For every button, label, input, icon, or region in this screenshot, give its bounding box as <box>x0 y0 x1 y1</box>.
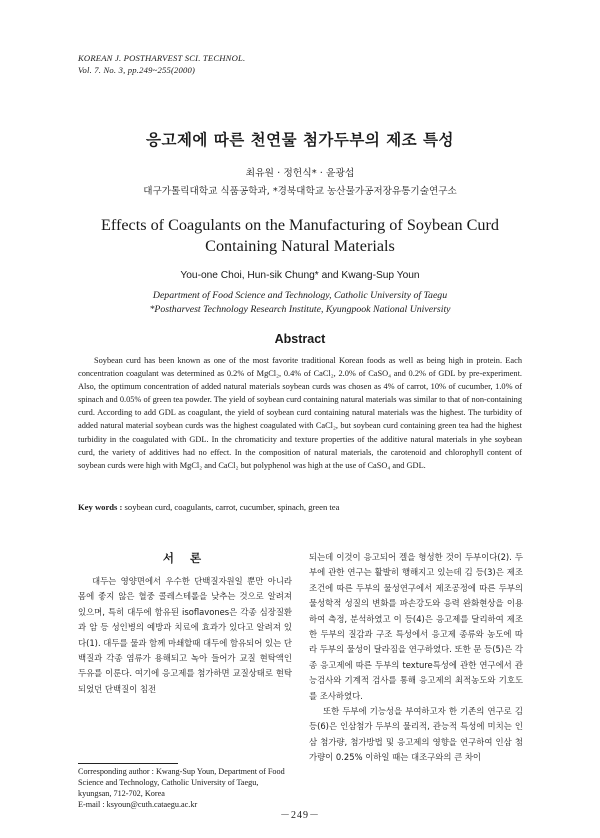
footnote-author: Corresponding author : Kwang-Sup Youn, Department of Food Science and Technology, Catholic University of Taegu, kyungsan, 712-702, Korea <box>78 767 285 799</box>
english-title-line1: Effects of Coagulants on the Manufacturing of Soybean Curd <box>100 216 499 234</box>
intro-paragraph-2: 되는데 이것이 응고되어 겔을 형성한 것이 두부이다(2). 두부에 관한 연구는 활발히 행해지고 있는데 김 등(3)은 제조조건에 따른 두부의 물성연구에서 제조공정에 따른 두부의 물성학적 성질의 변화를 파손강도와 응력 완화현상을 이용하여 측정, 분석하였고 이 등(4)은 응고제를 달리하여 제조한 두부의 질감과 구조 특성에서 응고제 종류와 농도에 따라 두부의 물성이 달라짐을 연구하였다. 또한 문 등(5)은 각종 응고제에 따른 두부의 texture특성에 관한 연구에서 관능검사와 기계적 검사를 통해 응고제의 최적농도와 기호도를 조사하였다. <box>309 552 523 701</box>
english-affiliation <box>0 289 600 316</box>
keywords <box>78 502 522 512</box>
journal-header <box>78 52 245 76</box>
intro-paragraph-1: 대두는 영양면에서 우수한 단백질자원일 뿐만 아니라 몸에 좋지 않은 혈중 콜레스테롤을 낮추는 것으로 알려져 있으며, 특히 대두에 함유된 isoflavones은 각종 심장질환과 암 등 성인병의 예방과 치료에 효과가 있다고 알려져 있다(1). 대두를 물과 함께 마쇄할때 대두에 함유되어 있는 단백질과 각종 염류가 용해되고 녹아 들어가 교질 현탁액인 두유를 이룬다. 여기에 응고제를 첨가하면 교질상태로 현탁되었던 단백질이 침전 <box>78 576 292 694</box>
journal-name: KOREAN J. POSTHARVEST SCI. TECHNOL. <box>78 53 246 63</box>
left-column <box>78 550 292 697</box>
korean-affiliation: 대구가톨릭대학교 식품공학과, *경북대학교 농산물가공저장유통기술연구소 <box>143 186 457 197</box>
intro-paragraph-3: 또한 두부에 기능성을 부여하고자 한 기존의 연구로 김 등(6)은 인삼첨가 두부의 물리적, 관능적 특성에 미치는 인삼 첨가량, 첨가방법 및 응고제의 영향을 연구하여 인삼 첨가량이 0.25% 이하일 때는 대조구와의 큰 차이 <box>309 706 523 763</box>
english-title-line2: Containing Natural Materials <box>205 237 395 255</box>
keywords-label: Key words : <box>78 502 123 512</box>
english-affiliation-line1: Department of Food Science and Technology, Catholic University of Taegu <box>152 290 448 301</box>
abstract-heading: Abstract <box>274 332 326 346</box>
right-column <box>309 550 523 766</box>
english-authors: You-one Choi, Hun-sik Chung* and Kwang-Sup Youn <box>180 270 420 281</box>
footnote-email: E-mail : ksyoun@cuth.cataegu.ac.kr <box>78 800 198 810</box>
english-title <box>0 215 600 257</box>
corresponding-author-footnote <box>78 766 292 810</box>
page-number: －249－ <box>280 810 320 821</box>
section-heading-introduction: 서 론 <box>162 551 208 565</box>
footnote-divider <box>78 763 178 764</box>
journal-volume: Vol. 7. No. 3, pp.249~255(2000) <box>78 65 196 75</box>
korean-title: 응고제에 따른 천연물 첨가두부의 제조 특성 <box>146 131 454 149</box>
abstract-text: Soybean curd has been known as one of the most favorite traditional Korean foods as well as being high in protein. Each concentration coagulant was determined as 0.2% of MgCl₂, 0.4% of CaCl₂, 2.0% of CaSO₄ and 0.2% of GDL by pre-experiment. Also, the optimum concentration of added natural materials soybean curds was chosen as 4% of carrot, 10% of cucumber, 1.0% of spinach and 0.05% of green tea powder. The yield of soybean curd containing natural materials was similar to that of non-containing curd. According to add GDL as coagulant, the yield of soybean curd containing natural materials was the highest. The turbidity of added natural material soybean curds was the highest coagulated with CaCl₂, but soybean curd containing green tea had the highest turbidity in the coagulated with GDL. In the chromaticity and texture properties of the additive natural materials in yhe soybean curd, the variety of additives had no effect. In the composition of natural materials, the carotenoid and chlorophyll content of soybean curds were high with MgCl₂ and CaCl₂ but polyphenol was high at the use of CaSO₄ and GDL. <box>78 356 522 470</box>
english-affiliation-line2: *Postharvest Technology Research Institute, Kyungpook National University <box>149 303 451 315</box>
keywords-list: soybean curd, coagulants, carrot, cucumber, spinach, green tea <box>122 502 340 512</box>
korean-authors: 최유원 · 정헌식* · 윤광섭 <box>245 168 355 179</box>
